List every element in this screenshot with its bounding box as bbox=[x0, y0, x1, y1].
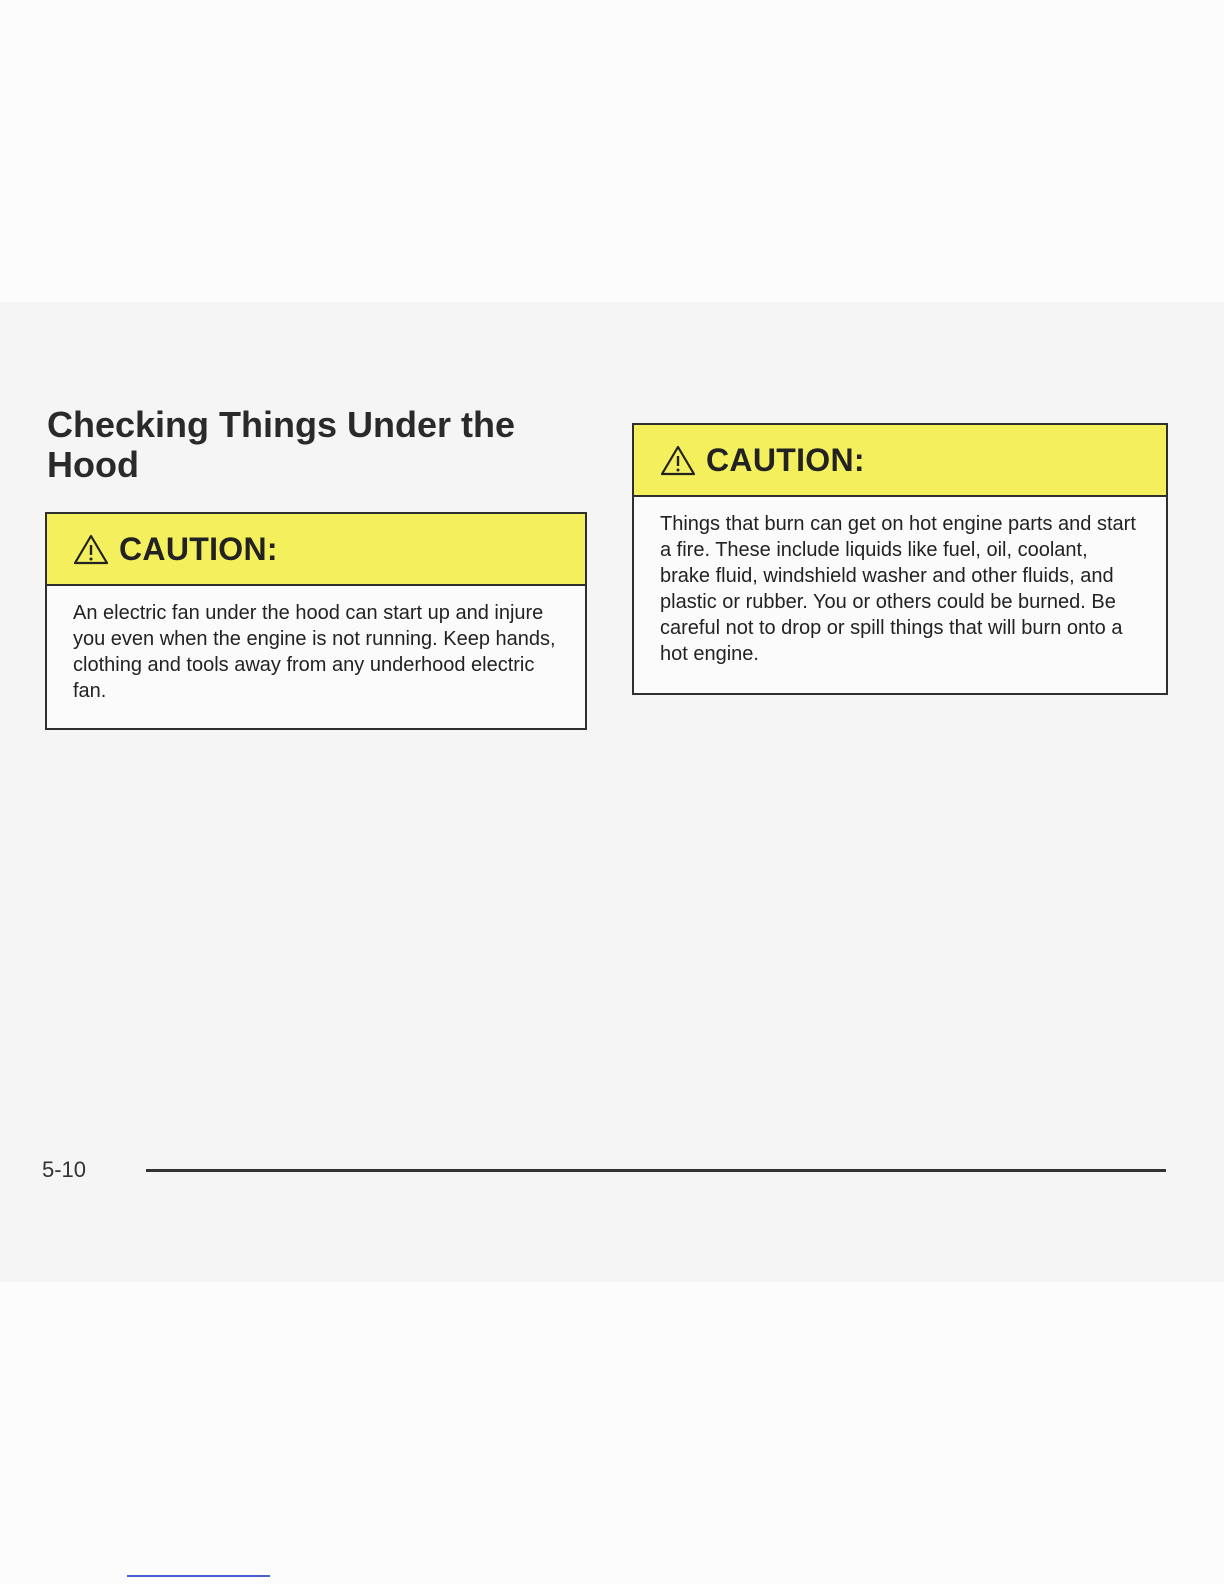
footer-rule bbox=[146, 1169, 1166, 1172]
caution-label: CAUTION: bbox=[119, 530, 278, 567]
page-title: Checking Things Under the Hood bbox=[47, 404, 516, 485]
caution-text: An electric fan under the hood can start up and injure you even when the engine is not running. Keep hands, clothing and tools away from any underhood electric fan. bbox=[73, 602, 556, 702]
caution-box-fan bbox=[45, 512, 587, 730]
warning-triangle-icon bbox=[73, 533, 109, 565]
caution-text: Things that burn can get on hot engine parts and start a fire. These include liquids like fuel, oil, coolant, brake fluid, windshield washer and other fluids, and plastic or rubber. You or others could be burned. Be careful not to drop or spill things that will burn onto a hot engine. bbox=[660, 513, 1136, 665]
page-number: 5-10 bbox=[42, 1157, 87, 1182]
bottom-link-underline bbox=[127, 1575, 270, 1577]
caution-label: CAUTION: bbox=[706, 441, 865, 478]
warning-triangle-icon bbox=[660, 444, 696, 476]
caution-header bbox=[47, 514, 585, 586]
caution-box-fire bbox=[632, 423, 1168, 695]
caution-header bbox=[634, 425, 1166, 497]
